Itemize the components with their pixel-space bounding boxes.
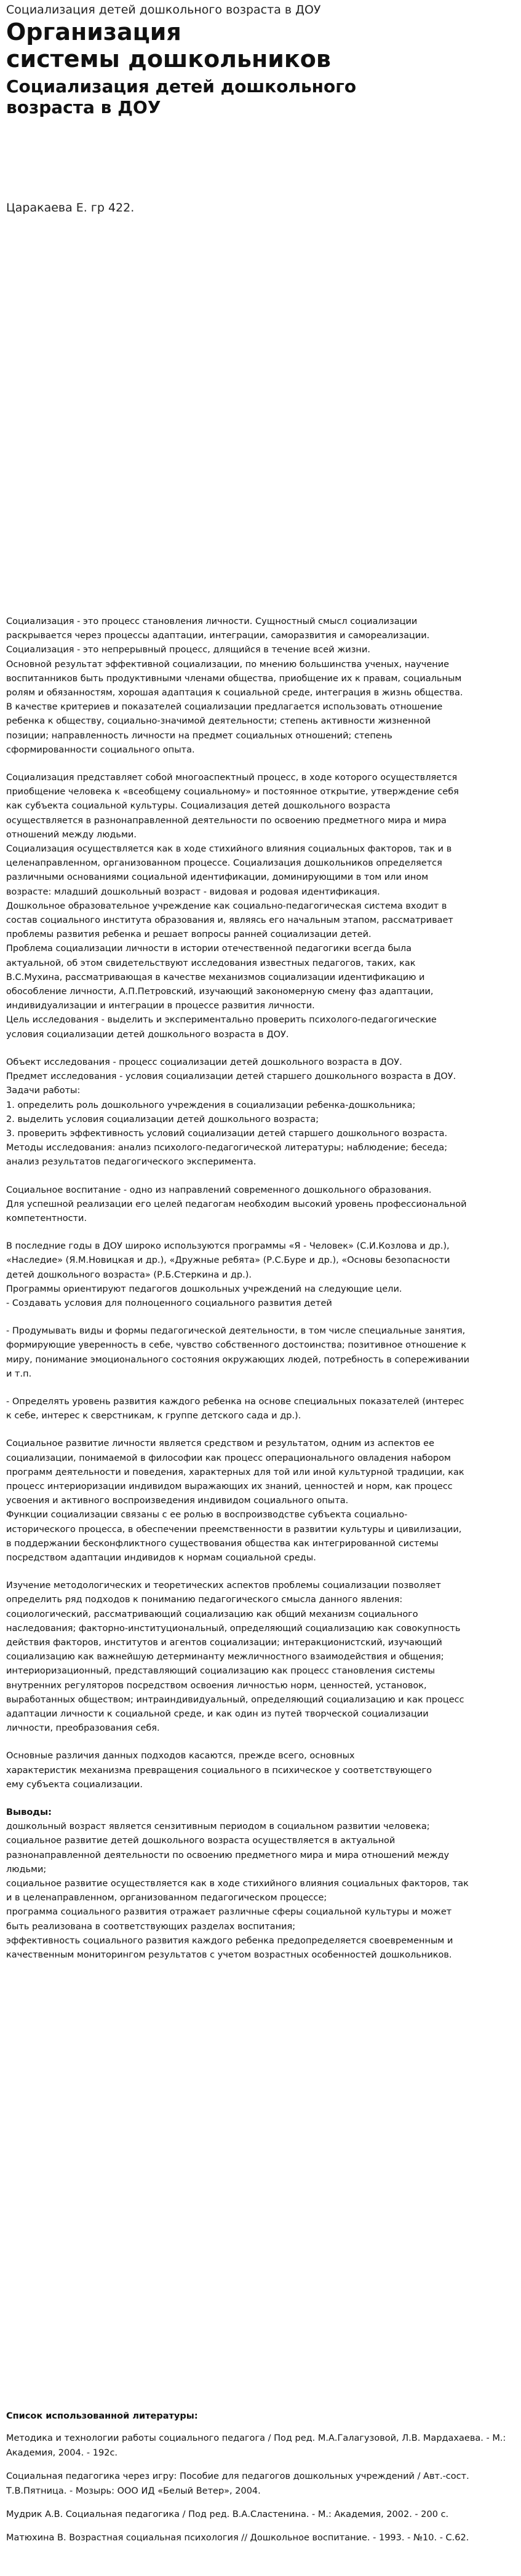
text-line: внутренних регуляторов посредством освоения личностью норм, ценностей, установок,	[6, 1680, 427, 1691]
text-line: в поддержании бесконфликтного существования общества как интегрированной системы	[6, 1538, 439, 1549]
paragraph-7	[6, 1395, 517, 1423]
text-line: различными основаниями социальной идентификации, доминирующими в том или ином	[6, 872, 429, 883]
text-line: Дошкольное образовательное учреждение как социально-педагогическая система входит в	[6, 901, 447, 911]
text-line: - Продумывать виды и формы педагогической деятельности, в том числе специальные занятия,	[6, 1326, 466, 1337]
text-line: социализацию как важнейшую детерминанту межличностного взаимодействия и общения;	[6, 1652, 444, 1662]
text-line: Социальное воспитание - одно из направлений современного дошкольного образования.	[6, 1185, 432, 1195]
text-line: отношений между людьми.	[6, 829, 137, 840]
paragraph-1	[6, 615, 517, 757]
text-line: быть реализована в соответствующих разделах воспитания;	[6, 1921, 296, 1932]
text-line: людьми;	[6, 1864, 47, 1875]
paragraph-9	[6, 1579, 517, 1736]
text-line: проблемы развития ребенка и решает вопросы ранней социализации детей.	[6, 930, 372, 940]
text-line: Социализация осуществляется как в ходе стихийного влияния социальных факторов, так и в	[6, 844, 452, 855]
text-line: эффективность социального развития каждого ребенка предопределяется своевременным и	[6, 1935, 453, 1946]
text-line: разнонаправленной деятельности по освоению предметного мира и мира отношений между	[6, 1850, 450, 1860]
text-line: анализ результатов педагогического эксперимента.	[6, 1157, 257, 1167]
text-line: и в целенаправленном, организованном педагогическом процессе;	[6, 1893, 327, 1903]
text-line: исторического процесса, в обеспечении преемственности в развитии культуры и цивилизации,	[6, 1524, 462, 1535]
text-line: Для успешной реализации его целей педагогам необходим высокий уровень профессиональной	[6, 1199, 467, 1209]
text-line: Задачи работы:	[6, 1086, 81, 1096]
text-line: программ деятельности и поведения, характерных для той или иной культурной традиции, как	[6, 1467, 464, 1477]
sub-title	[6, 76, 515, 118]
top-title: Социализация детей дошкольного возраста в ДОУ	[6, 3, 321, 17]
text-line: Социализация представляет собой многоаспектный процесс, в ходе которого осуществляется	[6, 773, 458, 783]
references-title: Список использованной литературы:	[6, 2411, 198, 2421]
text-line: миру, понимание эмоционального состояния окружающих людей, потребность в сопереживании	[6, 1354, 469, 1365]
text-line: компетентности.	[6, 1213, 87, 1223]
text-line: сформированности социального опыта.	[6, 745, 195, 755]
text-line: 2. выделить условия социализации детей дошкольного возраста;	[6, 1114, 319, 1124]
references-section	[6, 2409, 517, 2554]
text-line: к себе, интерес к сверстникам, к группе детского сада и др.).	[6, 1411, 301, 1421]
text-line: В качестве критериев и показателей социализации предлагается использовать отношение	[6, 702, 443, 713]
text-line: Социализация - это непрерывный процесс, длящийся в течение всей жизни.	[6, 645, 370, 655]
text-line: раскрывается через процессы адаптации, интеграции, саморазвития и самореализации.	[6, 631, 430, 641]
paragraph-4	[6, 1183, 517, 1227]
sub-title-line-2: возраста в ДОУ	[6, 97, 161, 117]
main-title-line-2: системы дошкольников	[6, 45, 331, 73]
text-line: детей дошкольного возраста» (Р.Б.Стеркина и др.).	[6, 1270, 252, 1280]
text-line: В последние годы в ДОУ широко используются программы «Я - Человек» (С.И.Козлова и др.),	[6, 1241, 450, 1252]
text-line: действия факторов, институтов и агентов социализации; интеракционистский, изучающий	[6, 1638, 442, 1648]
conclusions-title: Выводы:	[6, 1808, 52, 1818]
paragraph-10	[6, 1749, 517, 1792]
text-line: выработанных обществом; интраиндивидуальный, определяющий социализацию и как процесс	[6, 1694, 464, 1705]
conclusions-list	[6, 1820, 517, 1962]
text-line: и т.п.	[6, 1369, 32, 1379]
author-line: Царакаева Е. гр 422.	[6, 201, 135, 215]
text-line: Основной результат эффективной социализации, по мнению большинства ученых, научение	[6, 659, 450, 670]
text-line: - Определять уровень развития каждого ребенка на основе специальных показателей (интерес	[6, 1396, 464, 1407]
text-line: целенаправленном, организованном процессе. Социализация дошкольников определяется	[6, 858, 442, 869]
text-line: наследования; факторно-институциональный, определяющий социализацию как совокупность	[6, 1623, 461, 1634]
text-line: ему субъекта социализации.	[6, 1779, 143, 1790]
text-line: позиции; направленность личности на предмет социальных отношений; степень	[6, 730, 392, 741]
paragraph-3	[6, 1056, 517, 1170]
text-line: социализации, понимаемой в философии как процесс операционального овладения набором	[6, 1453, 451, 1463]
reference-item-4: Матюхина В. Возрастная социальная психология // Дошкольное воспитание. - 1993. - №10. - С.62.	[6, 2533, 469, 2543]
text-line: состав социального института образования и, являясь его начальным этапом, рассматривает	[6, 915, 453, 926]
text-line: приобщение человека к «всеобщему социальному» и постоянное открытие, утверждение себя	[6, 787, 459, 797]
text-line: Изучение методологических и теоретических аспектов проблемы социализации позволяет	[6, 1581, 441, 1591]
text-line: возрасте: младший дошкольный возраст - видовая и родовая идентификация.	[6, 887, 380, 897]
text-line: программа социального развития отражает различные сферы социальной культуры и может	[6, 1907, 452, 1918]
text-line: актуальной, об этом свидетельствуют исследования известных педагогов, таких, как	[6, 958, 416, 968]
text-line: воспитанников быть продуктивными членами общества, приобщение их к правам, социальным	[6, 673, 462, 684]
text-line: личности, преобразования себя.	[6, 1723, 160, 1734]
text-line: дошкольный возраст является сензитивным периодом в социальном развитии человека;	[6, 1822, 430, 1832]
text-line: адаптации личности к социальной среде, и как один из путей творческой социализации	[6, 1709, 429, 1720]
text-line: социальное развитие детей дошкольного возраста осуществляется в актуальной	[6, 1836, 396, 1846]
text-line: определить ряд подходов к пониманию педагогического смысла данного явления:	[6, 1595, 403, 1605]
text-line: - Создавать условия для полноценного социального развития детей	[6, 1298, 332, 1308]
reference-item-3: Мудрик А.В. Социальная педагогика / Под ред. В.А.Сластенина. - М.: Академия, 2002. - 200 с.	[6, 2510, 449, 2519]
text-line: интериоризационный, представляющий социализацию как процесс становления системы	[6, 1666, 435, 1677]
document-body	[6, 615, 517, 1962]
main-title	[6, 18, 515, 73]
reference-item-1: Методика и технологии работы социального педагога / Под ред. М.А.Галагузовой, Л.В. Мардахаева. - М.: Академия, 2004. - 192с.	[6, 2433, 506, 2458]
paragraph-5	[6, 1239, 517, 1311]
text-line: 1. определить роль дошкольного учреждения в социализации ребенка-дошкольника;	[6, 1100, 416, 1110]
text-line: «Наследие» (Я.М.Новицкая и др.), «Дружные ребята» (Р.С.Буре и др.), «Основы безопасности	[6, 1255, 450, 1266]
text-line: обособление личности, А.П.Петровский, изучающий закономерную смену фаз адаптации,	[6, 987, 434, 997]
text-line: формирующие уверенность в себе, чувство собственного достоинства; позитивное отношение к	[6, 1340, 467, 1351]
text-line: индивидуализации и интеграции в процессе развития личности.	[6, 1001, 315, 1011]
text-line: осуществляется в разнонаправленной деятельности по освоению предметного мира и мира	[6, 815, 447, 826]
text-line: Методы исследования: анализ психолого-педагогической литературы; наблюдение; беседа;	[6, 1143, 448, 1153]
text-line: 3. проверить эффективность условий социализации детей старшего дошкольного возраста.	[6, 1128, 448, 1139]
document-header	[0, 0, 521, 215]
paragraph-8	[6, 1437, 517, 1565]
text-line: ролям и обязанностям, хорошая адаптация к социальной среде, интеграция в жизнь общества.	[6, 688, 463, 698]
text-line: Цель исследования - выделить и экспериментально проверить психолого-педагогические	[6, 1015, 437, 1025]
sub-title-line-1: Социализация детей дошкольного	[6, 76, 357, 97]
text-line: условия социализации детей дошкольного возраста в ДОУ.	[6, 1029, 289, 1040]
text-line: Объект исследования - процесс социализации детей дошкольного возраста в ДОУ.	[6, 1057, 402, 1067]
text-line: В.С.Мухина, рассматривающая в качестве механизмов социализации идентификацию и	[6, 972, 425, 982]
paragraph-2	[6, 771, 517, 1042]
text-line: усвоения и активного воспроизведения индивидом социального опыта.	[6, 1496, 349, 1506]
reference-item-2: Социальная педагогика через игру: Пособие для педагогов дошкольных учреждений / Авт.-сост. Т.В.Пятница. - Мозырь: ООО ИД «Белый Ветер», 2004.	[6, 2471, 469, 2496]
text-line: социальное развитие осуществляется как в ходе стихийного влияния социальных факторов, так	[6, 1879, 469, 1889]
text-line: качественным мониторингом результатов с учетом возрастных особенностей дошкольников.	[6, 1950, 452, 1961]
text-line: Предмет исследования - условия социализации детей старшего дошкольного возраста в ДОУ.	[6, 1072, 456, 1082]
text-line: процесс интериоризации индивидом выражающих их знаний, ценностей и норм, как процесс	[6, 1481, 453, 1491]
text-line: Основные различия данных подходов касаются, прежде всего, основных	[6, 1751, 355, 1761]
text-line: посредством адаптации индивидов к нормам социальной среды.	[6, 1552, 316, 1563]
text-line: Программы ориентируют педагогов дошкольных учреждений на следующие цели.	[6, 1284, 402, 1294]
text-line: как субъекта социальной культуры. Социализация детей дошкольного возраста	[6, 801, 391, 812]
text-line: Социальное развитие личности является средством и результатом, одним из аспектов ее	[6, 1439, 435, 1449]
text-line: Проблема социализации личности в истории отечественной педагогики всегда была	[6, 944, 412, 954]
main-title-line-1: Организация	[6, 18, 181, 45]
text-line: характеристик механизма превращения социального в психическое у соответствующего	[6, 1765, 432, 1776]
text-line: Социализация - это процесс становления личности. Сущностный смысл социализации	[6, 617, 418, 626]
text-line: Функции социализации связаны с ее ролью в воспроизводстве субъекта социально-	[6, 1510, 408, 1520]
text-line: социологический, рассматривающий социализацию как общий механизм социального	[6, 1609, 418, 1619]
text-line: ребенка к обществу, социально-значимой деятельности; степень активности жизненной	[6, 716, 431, 727]
paragraph-6	[6, 1324, 517, 1381]
